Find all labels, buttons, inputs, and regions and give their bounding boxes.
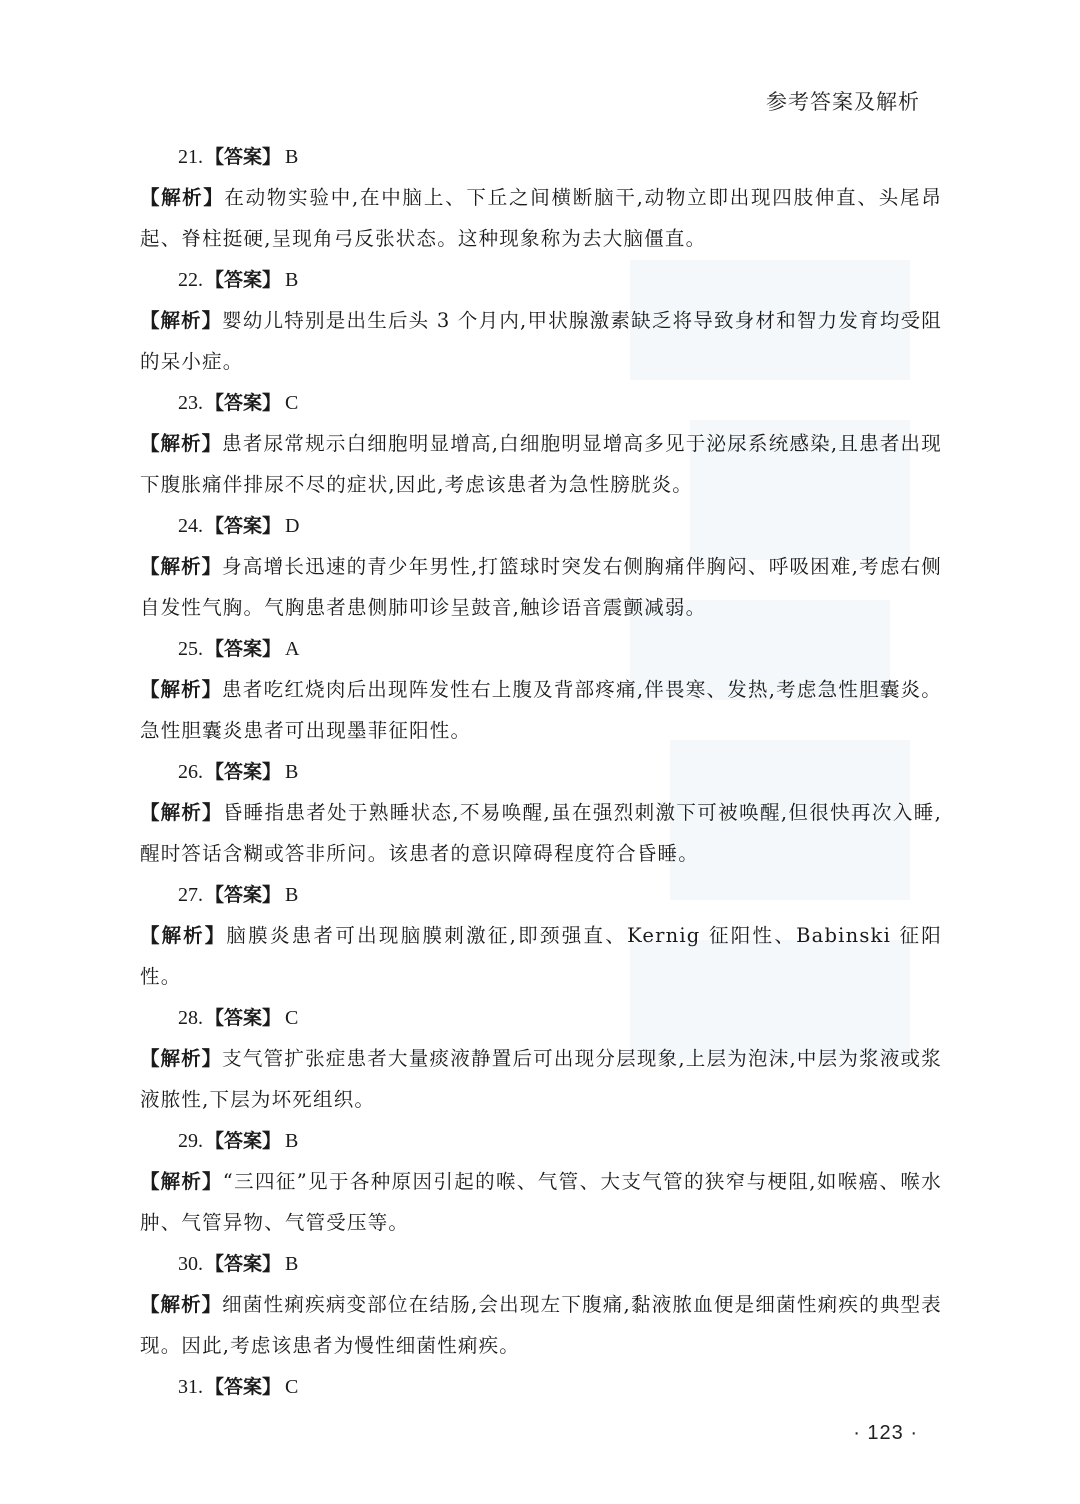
answer-line bbox=[140, 628, 942, 669]
question-number: 31. bbox=[178, 1376, 203, 1398]
answer-letter: B bbox=[285, 761, 299, 783]
answer-item-23 bbox=[140, 382, 942, 505]
answer-item-31 bbox=[140, 1366, 942, 1407]
analysis-label: 【解析】 bbox=[140, 924, 227, 947]
answer-label: 【答案】 bbox=[205, 146, 282, 168]
analysis-paragraph bbox=[140, 792, 942, 874]
analysis-paragraph bbox=[140, 177, 942, 259]
answer-letter: A bbox=[285, 638, 300, 660]
analysis-text: 细菌性痢疾病变部位在结肠,会出现左下腹痛,黏液脓血便是细菌性痢疾的典型表现。因此,考虑该患者为慢性细菌性痢疾。 bbox=[140, 1293, 942, 1357]
answer-label: 【答案】 bbox=[205, 1130, 282, 1152]
question-number: 27. bbox=[178, 884, 203, 906]
analysis-text: “三四征”见于各种原因引起的喉、气管、大支气管的狭窄与梗阻,如喉癌、喉水肿、气管异物、气管受压等。 bbox=[140, 1170, 942, 1234]
answer-item-25 bbox=[140, 628, 942, 751]
analysis-label: 【解析】 bbox=[140, 186, 225, 209]
analysis-label: 【解析】 bbox=[140, 555, 223, 578]
answer-label: 【答案】 bbox=[205, 1376, 282, 1398]
question-number: 28. bbox=[178, 1007, 203, 1029]
answer-item-22 bbox=[140, 259, 942, 382]
page-number: · 123 · bbox=[853, 1422, 918, 1444]
analysis-text: 婴幼儿特别是出生后头 3 个月内,甲状腺激素缺乏将导致身材和智力发育均受阻的呆小症。 bbox=[140, 309, 942, 373]
analysis-paragraph bbox=[140, 669, 942, 751]
answer-list bbox=[140, 136, 942, 1407]
analysis-label: 【解析】 bbox=[140, 1170, 223, 1193]
answer-item-26 bbox=[140, 751, 942, 874]
answer-letter: B bbox=[285, 1253, 299, 1275]
analysis-paragraph bbox=[140, 1038, 942, 1120]
analysis-label: 【解析】 bbox=[140, 801, 223, 824]
answer-line bbox=[140, 136, 942, 177]
question-number: 29. bbox=[178, 1130, 203, 1152]
answer-line bbox=[140, 1243, 942, 1284]
answer-label: 【答案】 bbox=[205, 1007, 282, 1029]
answer-label: 【答案】 bbox=[205, 1253, 282, 1275]
analysis-label: 【解析】 bbox=[140, 1293, 223, 1316]
answer-letter: C bbox=[285, 1007, 299, 1029]
analysis-text: 脑膜炎患者可出现脑膜刺激征,即颈强直、Kernig 征阳性、Babinski 征阳性。 bbox=[140, 924, 942, 988]
answer-letter: B bbox=[285, 146, 299, 168]
analysis-label: 【解析】 bbox=[140, 309, 223, 332]
question-number: 25. bbox=[178, 638, 203, 660]
answer-label: 【答案】 bbox=[205, 638, 282, 660]
analysis-paragraph bbox=[140, 1284, 942, 1366]
question-number: 22. bbox=[178, 269, 203, 291]
answer-line bbox=[140, 997, 942, 1038]
question-number: 26. bbox=[178, 761, 203, 783]
analysis-text: 昏睡指患者处于熟睡状态,不易唤醒,虽在强烈刺激下可被唤醒,但很快再次入睡,醒时答话含糊或答非所问。该患者的意识障碍程度符合昏睡。 bbox=[140, 801, 942, 865]
answer-letter: C bbox=[285, 392, 299, 414]
answer-line bbox=[140, 874, 942, 915]
analysis-label: 【解析】 bbox=[140, 678, 223, 701]
answer-line bbox=[140, 1120, 942, 1161]
answer-label: 【答案】 bbox=[205, 269, 282, 291]
analysis-text: 支气管扩张症患者大量痰液静置后可出现分层现象,上层为泡沫,中层为浆液或浆液脓性,下层为坏死组织。 bbox=[140, 1047, 942, 1111]
answer-letter: D bbox=[285, 515, 300, 537]
analysis-text: 在动物实验中,在中脑上、下丘之间横断脑干,动物立即出现四肢伸直、头尾昂起、脊柱挺硬,呈现角弓反张状态。这种现象称为去大脑僵直。 bbox=[140, 186, 942, 250]
answer-item-21 bbox=[140, 136, 942, 259]
answer-line bbox=[140, 382, 942, 423]
answer-item-27 bbox=[140, 874, 942, 997]
analysis-paragraph bbox=[140, 1161, 942, 1243]
answer-label: 【答案】 bbox=[205, 761, 282, 783]
question-number: 23. bbox=[178, 392, 203, 414]
answer-item-29 bbox=[140, 1120, 942, 1243]
analysis-label: 【解析】 bbox=[140, 432, 223, 455]
question-number: 30. bbox=[178, 1253, 203, 1275]
analysis-paragraph bbox=[140, 300, 942, 382]
analysis-paragraph bbox=[140, 423, 942, 505]
answer-line bbox=[140, 1366, 942, 1407]
running-header-title: 参考答案及解析 bbox=[766, 90, 920, 114]
answer-letter: B bbox=[285, 884, 299, 906]
answer-line bbox=[140, 505, 942, 546]
analysis-text: 患者吃红烧肉后出现阵发性右上腹及背部疼痛,伴畏寒、发热,考虑急性胆囊炎。急性胆囊炎患者可出现墨菲征阳性。 bbox=[140, 678, 942, 742]
answer-item-24 bbox=[140, 505, 942, 628]
answer-line bbox=[140, 751, 942, 792]
answer-line bbox=[140, 259, 942, 300]
answer-item-28 bbox=[140, 997, 942, 1120]
analysis-paragraph bbox=[140, 915, 942, 997]
answer-label: 【答案】 bbox=[205, 392, 282, 414]
answer-item-30 bbox=[140, 1243, 942, 1366]
analysis-text: 患者尿常规示白细胞明显增高,白细胞明显增高多见于泌尿系统感染,且患者出现下腹胀痛伴排尿不尽的症状,因此,考虑该患者为急性膀胱炎。 bbox=[140, 432, 942, 496]
answer-letter: B bbox=[285, 1130, 299, 1152]
question-number: 24. bbox=[178, 515, 203, 537]
analysis-label: 【解析】 bbox=[140, 1047, 223, 1070]
answer-letter: B bbox=[285, 269, 299, 291]
answer-letter: C bbox=[285, 1376, 299, 1398]
analysis-text: 身高增长迅速的青少年男性,打篮球时突发右侧胸痛伴胸闷、呼吸困难,考虑右侧自发性气胸。气胸患者患侧肺叩诊呈鼓音,触诊语音震颤减弱。 bbox=[140, 555, 942, 619]
question-number: 21. bbox=[178, 146, 203, 168]
answer-label: 【答案】 bbox=[205, 884, 282, 906]
answer-label: 【答案】 bbox=[205, 515, 282, 537]
analysis-paragraph bbox=[140, 546, 942, 628]
